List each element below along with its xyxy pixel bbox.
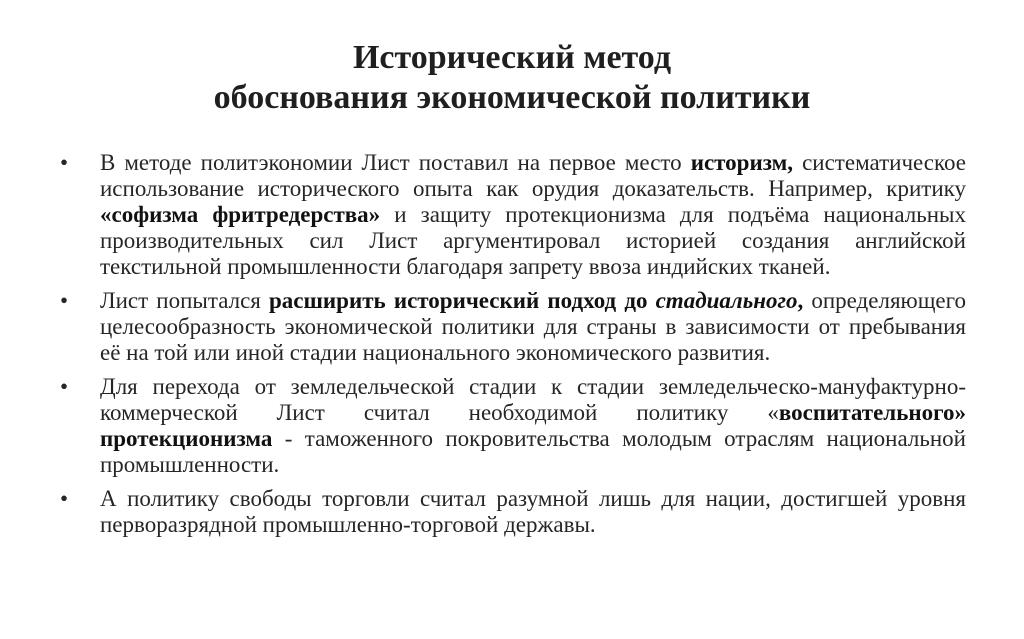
bullet-dot: • <box>60 374 69 399</box>
title-line-1: Исторический метод <box>352 39 672 76</box>
bullet-dot: • <box>60 288 69 313</box>
bullet-bold-text: воспитательного» протекционизма <box>100 400 966 451</box>
bullet-bold-text: , <box>797 288 804 313</box>
bullet-text: определяющего целесообразность экономической политики для страны в зависимости от пребывания её на той или иной стадии национального экономического развития. <box>100 288 966 365</box>
bullet-text: Лист попытался <box>100 288 270 313</box>
bullet-text: систематическое использование исторического опыта как орудия доказательств. Например, критику <box>100 150 966 201</box>
title-line-2: обоснования экономической политики <box>213 79 811 116</box>
bullet-bold-text: расширить исторический подход до <box>269 288 656 313</box>
bullet-list <box>60 150 966 546</box>
bullet-bold-text: «софизма фритредерства» <box>100 202 381 227</box>
bullet-item <box>60 486 966 538</box>
bullet-text: В методе политэкономии Лист поставил на первое место <box>100 150 691 175</box>
slide-title <box>0 38 1024 118</box>
bullet-dot: • <box>60 486 69 511</box>
bullet-item <box>60 288 966 366</box>
bullet-dot: • <box>60 150 69 175</box>
bullet-text: Для перехода от земледельческой стадии к стадии земледельческо-мануфактурно-коммерческой Лист считал необходимой политику « <box>100 374 966 425</box>
bullet-bold-text: историзм, <box>690 150 794 175</box>
bullet-bold-italic-text: стадиального <box>655 288 798 313</box>
bullet-text: А политику свободы торговли считал разумной лишь для нации, достигшей уровня перворазрядной промышленно-торговой державы. <box>100 486 966 537</box>
bullet-item <box>60 374 966 478</box>
bullet-text: и защиту протекционизма для подъёма национальных производительных сил Лист аргументировал историей создания английской текстильной промышленности благодаря запрету ввоза индийских тканей. <box>100 202 966 279</box>
bullet-text: - таможенного покровительства молодым отраслям национальной промышленности. <box>100 426 966 477</box>
bullet-item <box>60 150 966 280</box>
